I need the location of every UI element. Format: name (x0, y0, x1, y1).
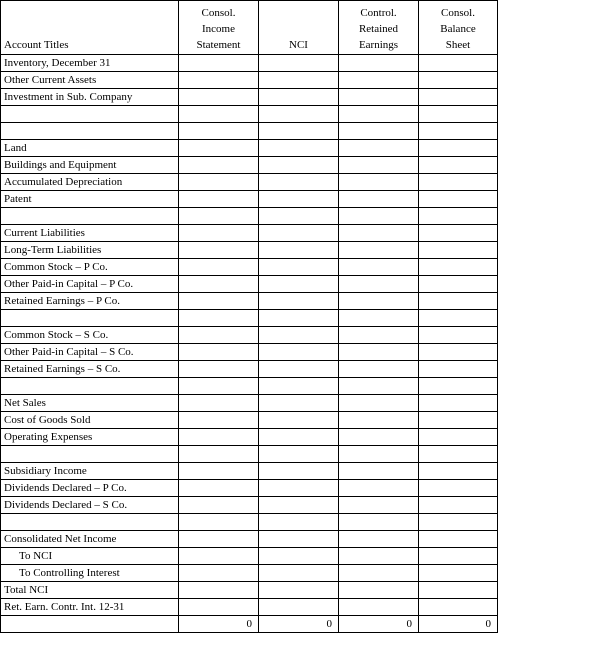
consol-income-cell[interactable] (179, 72, 259, 89)
consol-income-cell[interactable] (179, 395, 259, 412)
control-re-cell[interactable] (339, 378, 419, 395)
control-re-cell[interactable] (339, 310, 419, 327)
nci-cell[interactable] (259, 582, 339, 599)
consol-bs-cell[interactable] (419, 463, 498, 480)
control-re-cell[interactable] (339, 344, 419, 361)
control-re-cell[interactable] (339, 531, 419, 548)
table-row (1, 361, 498, 378)
nci-cell[interactable] (259, 395, 339, 412)
table-row (1, 140, 498, 157)
control-re-cell[interactable] (339, 514, 419, 531)
table-row (1, 72, 498, 89)
nci-cell[interactable] (259, 463, 339, 480)
account-title-cell (1, 123, 179, 140)
total-control-retained-earnings: 0 (339, 616, 419, 633)
account-title-cell: To Controlling Interest (1, 565, 179, 582)
table-row (1, 344, 498, 361)
consol-bs-cell[interactable] (419, 565, 498, 582)
nci-cell[interactable] (259, 242, 339, 259)
consol-income-cell[interactable] (179, 582, 259, 599)
control-re-cell[interactable] (339, 429, 419, 446)
account-title-cell (1, 208, 179, 225)
consol-income-cell[interactable] (179, 174, 259, 191)
nci-cell[interactable] (259, 55, 339, 72)
consol-bs-cell[interactable] (419, 497, 498, 514)
control-re-cell[interactable] (339, 565, 419, 582)
consol-bs-cell[interactable] (419, 123, 498, 140)
consol-bs-cell[interactable] (419, 582, 498, 599)
control-re-cell[interactable] (339, 480, 419, 497)
consol-bs-cell[interactable] (419, 174, 498, 191)
nci-cell[interactable] (259, 361, 339, 378)
header-control-retained-earnings (339, 1, 419, 55)
nci-cell[interactable] (259, 344, 339, 361)
nci-cell[interactable] (259, 259, 339, 276)
total-nci: 0 (259, 616, 339, 633)
header-line: Statement (196, 39, 241, 51)
nci-cell[interactable] (259, 106, 339, 123)
consol-bs-cell[interactable] (419, 259, 498, 276)
account-title-cell: Inventory, December 31 (1, 55, 179, 72)
table-row (1, 225, 498, 242)
consol-bs-cell[interactable] (419, 429, 498, 446)
consol-income-cell[interactable] (179, 327, 259, 344)
consol-bs-cell[interactable] (419, 55, 498, 72)
consol-income-cell[interactable] (179, 242, 259, 259)
control-re-cell[interactable] (339, 242, 419, 259)
account-title-cell: Ret. Earn. Contr. Int. 12-31 (1, 599, 179, 616)
consol-income-cell[interactable] (179, 463, 259, 480)
nci-cell[interactable] (259, 497, 339, 514)
control-re-cell[interactable] (339, 395, 419, 412)
consol-income-cell[interactable] (179, 259, 259, 276)
consol-bs-cell[interactable] (419, 140, 498, 157)
control-re-cell[interactable] (339, 89, 419, 106)
header-line: Sheet (445, 39, 471, 51)
account-title-cell (1, 378, 179, 395)
control-re-cell[interactable] (339, 208, 419, 225)
account-title-cell: Patent (1, 191, 179, 208)
consol-income-cell[interactable] (179, 191, 259, 208)
consol-bs-cell[interactable] (419, 327, 498, 344)
table-row (1, 106, 498, 123)
control-re-cell[interactable] (339, 174, 419, 191)
table-row (1, 582, 498, 599)
consol-bs-cell[interactable] (419, 531, 498, 548)
consol-income-cell[interactable] (179, 565, 259, 582)
header-consol-income-statement (179, 1, 259, 55)
nci-cell[interactable] (259, 208, 339, 225)
totals-row (1, 616, 498, 633)
total-consol-balance-sheet: 0 (419, 616, 498, 633)
table-row (1, 293, 498, 310)
header-account-titles-label: Account Titles (4, 39, 69, 51)
control-re-cell[interactable] (339, 191, 419, 208)
account-title-cell (1, 446, 179, 463)
account-title-cell: To NCI (1, 548, 179, 565)
nci-cell[interactable] (259, 429, 339, 446)
header-line: Control. (360, 7, 397, 19)
consol-income-cell[interactable] (179, 446, 259, 463)
table-row (1, 276, 498, 293)
consol-bs-cell[interactable] (419, 395, 498, 412)
nci-cell[interactable] (259, 565, 339, 582)
account-title-cell (1, 310, 179, 327)
account-title-cell: Common Stock – S Co. (1, 327, 179, 344)
nci-cell[interactable] (259, 191, 339, 208)
table-row (1, 514, 498, 531)
consol-bs-cell[interactable] (419, 514, 498, 531)
table-row (1, 565, 498, 582)
header-account-titles (1, 1, 179, 55)
nci-cell[interactable] (259, 123, 339, 140)
control-re-cell[interactable] (339, 123, 419, 140)
account-title-cell: Dividends Declared – P Co. (1, 480, 179, 497)
header-line: NCI (289, 39, 308, 51)
consol-bs-cell[interactable] (419, 378, 498, 395)
table-row (1, 242, 498, 259)
consol-income-cell[interactable] (179, 361, 259, 378)
consol-bs-cell[interactable] (419, 106, 498, 123)
table-row (1, 548, 498, 565)
nci-cell[interactable] (259, 548, 339, 565)
nci-cell[interactable] (259, 225, 339, 242)
consol-income-cell[interactable] (179, 548, 259, 565)
control-re-cell[interactable] (339, 106, 419, 123)
account-title-cell (1, 106, 179, 123)
control-re-cell[interactable] (339, 497, 419, 514)
consol-income-cell[interactable] (179, 140, 259, 157)
table-row (1, 412, 498, 429)
consol-bs-cell[interactable] (419, 310, 498, 327)
control-re-cell[interactable] (339, 412, 419, 429)
consol-bs-cell[interactable] (419, 157, 498, 174)
consol-income-cell[interactable] (179, 293, 259, 310)
consol-income-cell[interactable] (179, 344, 259, 361)
table-row (1, 123, 498, 140)
nci-cell[interactable] (259, 480, 339, 497)
consol-income-cell[interactable] (179, 89, 259, 106)
table-row (1, 429, 498, 446)
account-title-cell: Buildings and Equipment (1, 157, 179, 174)
account-title-cell: Operating Expenses (1, 429, 179, 446)
consol-income-cell[interactable] (179, 208, 259, 225)
consol-bs-cell[interactable] (419, 89, 498, 106)
total-consol-income-statement: 0 (179, 616, 259, 633)
nci-cell[interactable] (259, 531, 339, 548)
consol-income-cell[interactable] (179, 429, 259, 446)
consol-income-cell[interactable] (179, 514, 259, 531)
table-row (1, 157, 498, 174)
account-title-cell: Retained Earnings – P Co. (1, 293, 179, 310)
header-line: Balance (440, 23, 476, 35)
nci-cell[interactable] (259, 327, 339, 344)
account-title-cell: Long-Term Liabilities (1, 242, 179, 259)
consol-income-cell[interactable] (179, 157, 259, 174)
nci-cell[interactable] (259, 174, 339, 191)
consol-bs-cell[interactable] (419, 599, 498, 616)
table-row (1, 599, 498, 616)
table-row (1, 463, 498, 480)
account-title-cell: Subsidiary Income (1, 463, 179, 480)
account-title-cell: Net Sales (1, 395, 179, 412)
header-line: Consol. (201, 7, 236, 19)
consol-bs-cell[interactable] (419, 72, 498, 89)
nci-cell[interactable] (259, 157, 339, 174)
account-title-cell: Other Current Assets (1, 72, 179, 89)
consol-bs-cell[interactable] (419, 208, 498, 225)
consol-bs-cell[interactable] (419, 293, 498, 310)
control-re-cell[interactable] (339, 259, 419, 276)
consol-income-cell[interactable] (179, 599, 259, 616)
totals-label-cell (1, 616, 179, 633)
worksheet-body (1, 55, 498, 616)
account-title-cell: Consolidated Net Income (1, 531, 179, 548)
table-row (1, 259, 498, 276)
consol-income-cell[interactable] (179, 378, 259, 395)
consol-income-cell[interactable] (179, 106, 259, 123)
control-re-cell[interactable] (339, 140, 419, 157)
table-row (1, 446, 498, 463)
consol-bs-cell[interactable] (419, 242, 498, 259)
nci-cell[interactable] (259, 446, 339, 463)
table-row (1, 497, 498, 514)
account-title-cell (1, 514, 179, 531)
header-line: Income (202, 23, 235, 35)
control-re-cell[interactable] (339, 72, 419, 89)
control-re-cell[interactable] (339, 361, 419, 378)
consol-bs-cell[interactable] (419, 344, 498, 361)
header-nci (259, 1, 339, 55)
control-re-cell[interactable] (339, 157, 419, 174)
table-row (1, 89, 498, 106)
consol-income-cell[interactable] (179, 310, 259, 327)
consol-income-cell[interactable] (179, 55, 259, 72)
consol-bs-cell[interactable] (419, 446, 498, 463)
nci-cell[interactable] (259, 72, 339, 89)
consol-income-cell[interactable] (179, 412, 259, 429)
nci-cell[interactable] (259, 89, 339, 106)
nci-cell[interactable] (259, 310, 339, 327)
table-row (1, 55, 498, 72)
control-re-cell[interactable] (339, 293, 419, 310)
control-re-cell[interactable] (339, 463, 419, 480)
nci-cell[interactable] (259, 514, 339, 531)
control-re-cell[interactable] (339, 327, 419, 344)
consol-income-cell[interactable] (179, 497, 259, 514)
header-line: Consol. (441, 7, 475, 19)
nci-cell[interactable] (259, 378, 339, 395)
table-row (1, 395, 498, 412)
consol-bs-cell[interactable] (419, 225, 498, 242)
table-row (1, 174, 498, 191)
control-re-cell[interactable] (339, 225, 419, 242)
table-row (1, 191, 498, 208)
nci-cell[interactable] (259, 412, 339, 429)
account-title-cell: Accumulated Depreciation (1, 174, 179, 191)
account-title-cell: Other Paid-in Capital – S Co. (1, 344, 179, 361)
consol-income-cell[interactable] (179, 123, 259, 140)
consol-bs-cell[interactable] (419, 480, 498, 497)
account-title-cell: Cost of Goods Sold (1, 412, 179, 429)
table-row (1, 480, 498, 497)
consol-bs-cell[interactable] (419, 412, 498, 429)
header-line: Retained (358, 23, 399, 35)
nci-cell[interactable] (259, 293, 339, 310)
account-title-cell: Common Stock – P Co. (1, 259, 179, 276)
table-row (1, 531, 498, 548)
table-row (1, 378, 498, 395)
header-consol-balance-sheet (419, 1, 498, 55)
nci-cell[interactable] (259, 599, 339, 616)
table-row (1, 310, 498, 327)
consol-bs-cell[interactable] (419, 276, 498, 293)
account-title-cell: Current Liabilities (1, 225, 179, 242)
account-title-cell: Land (1, 140, 179, 157)
control-re-cell[interactable] (339, 446, 419, 463)
table-row (1, 208, 498, 225)
consol-income-cell[interactable] (179, 531, 259, 548)
consol-income-cell[interactable] (179, 480, 259, 497)
header-row (1, 1, 498, 55)
account-title-cell: Other Paid-in Capital – P Co. (1, 276, 179, 293)
account-title-cell: Dividends Declared – S Co. (1, 497, 179, 514)
nci-cell[interactable] (259, 140, 339, 157)
control-re-cell[interactable] (339, 276, 419, 293)
control-re-cell[interactable] (339, 55, 419, 72)
account-title-cell: Total NCI (1, 582, 179, 599)
control-re-cell[interactable] (339, 599, 419, 616)
header-line: Earnings (358, 39, 399, 51)
account-title-cell: Investment in Sub. Company (1, 89, 179, 106)
consol-bs-cell[interactable] (419, 191, 498, 208)
consol-bs-cell[interactable] (419, 548, 498, 565)
consol-income-cell[interactable] (179, 276, 259, 293)
consol-bs-cell[interactable] (419, 361, 498, 378)
account-title-cell: Retained Earnings – S Co. (1, 361, 179, 378)
consol-income-cell[interactable] (179, 225, 259, 242)
nci-cell[interactable] (259, 276, 339, 293)
control-re-cell[interactable] (339, 582, 419, 599)
control-re-cell[interactable] (339, 548, 419, 565)
table-row (1, 327, 498, 344)
